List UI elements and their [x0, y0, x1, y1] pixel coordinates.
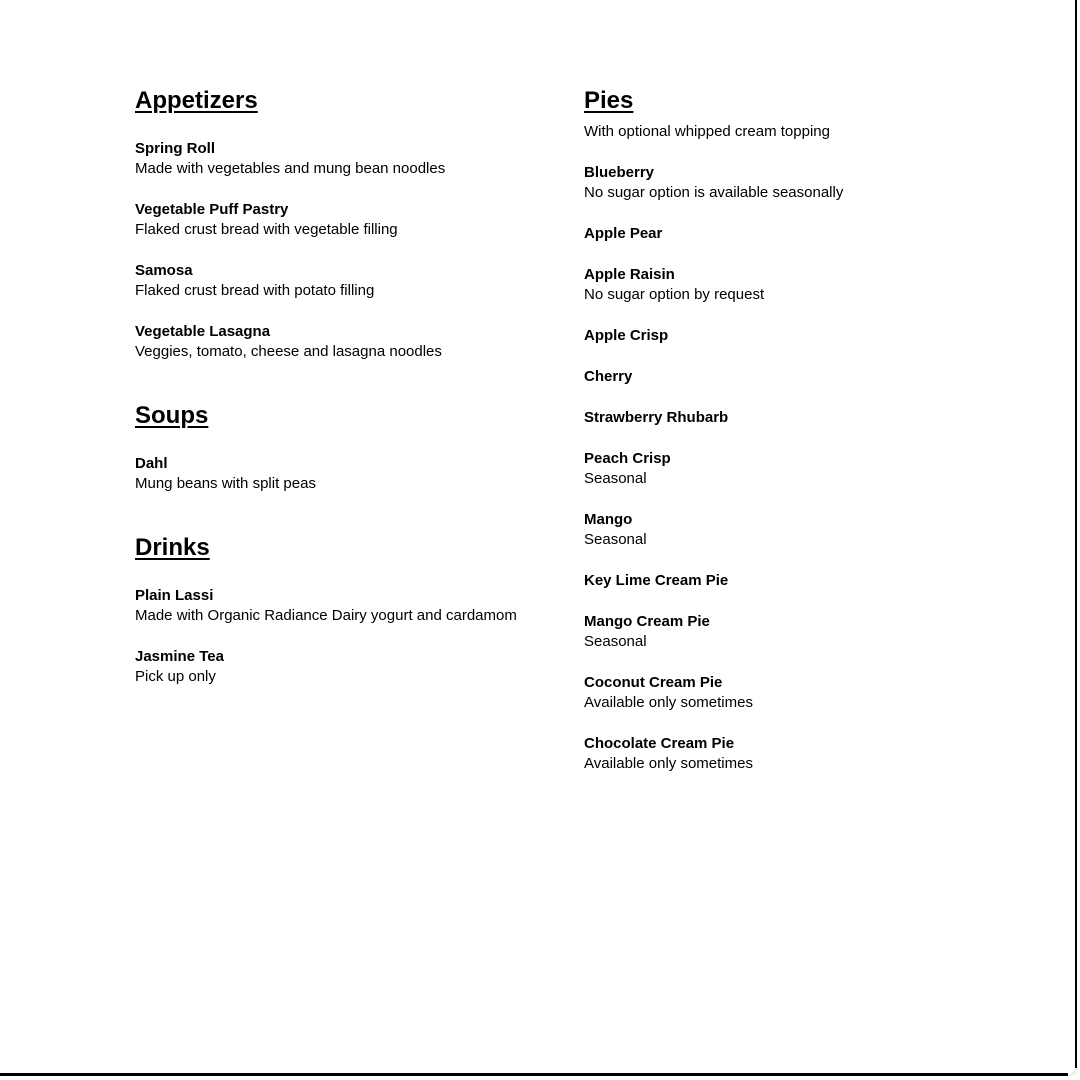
window-right-edge [1075, 0, 1077, 1068]
menu-item-name: Jasmine Tea [135, 648, 224, 665]
menu-item-name: Strawberry Rhubarb [584, 409, 729, 426]
menu-item-name: Vegetable Puff Pastry [135, 201, 289, 218]
menu-item-name: Apple Crisp [584, 327, 669, 344]
menu-item [135, 261, 535, 301]
menu-item [584, 224, 994, 244]
menu-item-description: Made with vegetables and mung bean noodles [135, 160, 446, 177]
menu-item-description: Available only sometimes [584, 755, 753, 772]
menu-item-description: Mung beans with split peas [135, 475, 316, 492]
section-title-pies: Pies [584, 87, 634, 114]
menu-item [584, 163, 994, 203]
menu-item-description: Pick up only [135, 668, 216, 685]
menu-item-name: Mango [584, 511, 633, 528]
window-bottom-edge [0, 1073, 1068, 1076]
menu-item-name: Peach Crisp [584, 450, 671, 467]
menu-item-name: Dahl [135, 455, 168, 472]
menu-item-description: Available only sometimes [584, 694, 753, 711]
menu-column-right [584, 87, 994, 774]
menu-item-description: No sugar option is available seasonally [584, 184, 844, 201]
menu-item-name: Cherry [584, 368, 633, 385]
menu-item [584, 571, 994, 591]
menu-item [584, 367, 994, 387]
menu-item-name: Spring Roll [135, 140, 215, 157]
section-title-soups: Soups [135, 402, 209, 429]
menu-item-description: Flaked crust bread with vegetable filling [135, 221, 398, 238]
section-title-appetizers: Appetizers [135, 87, 258, 114]
menu-item-description: No sugar option by request [584, 286, 765, 303]
menu-item [584, 408, 994, 428]
menu-item [584, 612, 994, 652]
section-appetizers [135, 87, 535, 362]
menu-item [135, 647, 535, 687]
menu-item [584, 734, 994, 774]
menu-item [584, 449, 994, 489]
menu-item [135, 139, 535, 179]
section-drinks [135, 534, 535, 687]
menu-item-description: Seasonal [584, 633, 647, 650]
menu-item-name: Blueberry [584, 164, 655, 181]
section-pies [584, 87, 994, 774]
menu-item-name: Apple Raisin [584, 266, 675, 283]
menu-item-name: Plain Lassi [135, 587, 214, 604]
section-subtitle: With optional whipped cream topping [584, 123, 830, 140]
menu-item [584, 510, 994, 550]
menu-item [135, 200, 535, 240]
section-soups [135, 402, 535, 494]
menu-item [135, 322, 535, 362]
menu-item-description: Made with Organic Radiance Dairy yogurt and cardamom [135, 607, 517, 624]
menu-item-name: Apple Pear [584, 225, 663, 242]
menu-item-description: Flaked crust bread with potato filling [135, 282, 375, 299]
menu-item [135, 586, 535, 626]
menu-item-description: Veggies, tomato, cheese and lasagna noodles [135, 343, 442, 360]
menu-item-name: Samosa [135, 262, 193, 279]
menu-item-name: Coconut Cream Pie [584, 674, 723, 691]
window-resize-grip[interactable] [1068, 1066, 1078, 1076]
menu-item [584, 673, 994, 713]
section-title-drinks: Drinks [135, 534, 210, 561]
menu-item [135, 454, 535, 494]
menu-item-name: Vegetable Lasagna [135, 323, 271, 340]
menu-item [584, 265, 994, 305]
menu-item-name: Key Lime Cream Pie [584, 572, 729, 589]
menu-item-name: Mango Cream Pie [584, 613, 710, 630]
menu-item-name: Chocolate Cream Pie [584, 735, 735, 752]
menu-item-description: Seasonal [584, 531, 647, 548]
menu-item-description: Seasonal [584, 470, 647, 487]
menu-item [584, 326, 994, 346]
menu-column-left [135, 87, 535, 687]
